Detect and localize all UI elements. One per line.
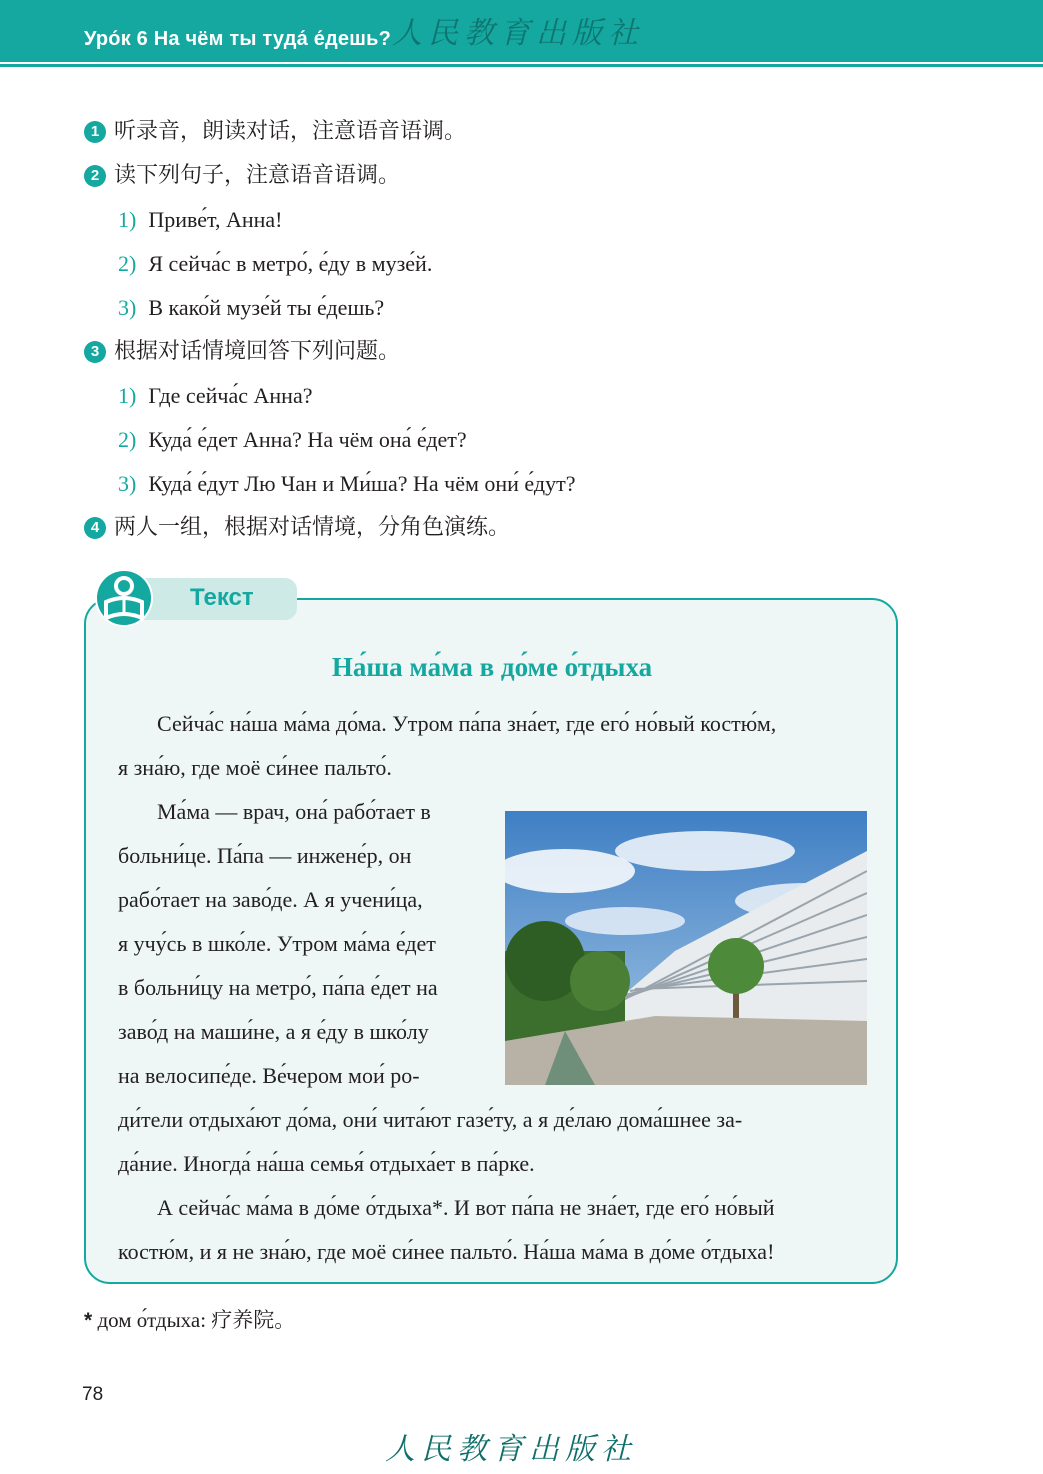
text-line: да́ние. Иногда́ на́ша семья́ отдыха́ет в па́рке. [118, 1151, 535, 1176]
lesson-title: Уро́к 6 На чём ты туда́ е́дешь? [84, 28, 392, 50]
footnote-text: дом о́тдыха: 疗养院。 [97, 1308, 296, 1332]
item-text: Куда́ е́дет Анна? На чём она́ е́дет? [148, 427, 467, 452]
item-number: 2) [118, 251, 137, 276]
publisher-watermark-footer: 人民教育出版社 [385, 1432, 637, 1467]
text-line: ди́тели отдыха́ют до́ма, они́ чита́ют газе́ту, а я де́лаю дома́шнее за- [118, 1107, 743, 1132]
item-number: 3) [118, 295, 137, 320]
publisher-watermark: 人民教育出版社 [392, 16, 644, 51]
text-line: рабо́тает на заво́де. А я учени́ца, [118, 887, 423, 912]
text-line: в больни́цу на метро́, па́па е́дет на [118, 975, 438, 1000]
list-item [118, 469, 575, 499]
text-line: больни́це. Па́па — инжене́р, он [118, 843, 412, 868]
task-3 [84, 336, 400, 366]
item-text: Куда́ е́дут Лю Чан и Ми́ша? На чём они́ е́дут? [148, 471, 576, 496]
story-title: На́ша ма́ма в до́ме о́тдыха [331, 652, 653, 682]
rest-home-photo [505, 811, 867, 1085]
footnote [84, 1305, 295, 1336]
item-text: Приве́т, Анна! [148, 207, 283, 232]
item-number: 3) [118, 471, 137, 496]
list-item [118, 381, 312, 411]
header-rule [0, 64, 1043, 67]
item-number: 2) [118, 427, 137, 452]
item-text: Я сейча́с в метро́, е́ду в музе́й. [148, 251, 433, 276]
text-line: Ма́ма — врач, она́ рабо́тает в [157, 799, 431, 824]
text-line: заво́д на маши́не, а я е́ду в шко́лу [118, 1019, 429, 1044]
list-item [118, 425, 467, 455]
task-4 [84, 512, 510, 542]
text-line: костю́м, и я не зна́ю, где моё си́нее пальто́. На́ша ма́ма в до́ме о́тдыха! [118, 1239, 775, 1264]
item-number: 1) [118, 207, 137, 232]
list-item [118, 293, 384, 323]
text-line: А сейча́с ма́ма в до́ме о́тдыха*. И вот па́па не зна́ет, где его́ но́вый [157, 1195, 775, 1220]
footnote-marker: * [84, 1309, 93, 1332]
reader-icon [94, 568, 154, 628]
task-number-badge: 3 [84, 341, 106, 363]
item-number: 1) [118, 383, 137, 408]
text-line: я учу́сь в шко́ле. Утром ма́ма е́дет [118, 931, 436, 956]
task-2 [84, 160, 400, 190]
page-number: 78 [82, 1384, 104, 1405]
item-text: В како́й музе́й ты е́дешь? [148, 295, 385, 320]
list-item [118, 205, 283, 235]
task-number-badge: 2 [84, 165, 106, 187]
task-text: 两人一组，根据对话情境，分角色演练。 [114, 514, 511, 539]
text-line: Сейча́с на́ша ма́ма до́ма. Утром па́па зна́ет, где его́ но́вый костю́м, [157, 711, 777, 736]
task-text: 读下列句子，注意语音语调。 [114, 162, 401, 187]
text-line: я зна́ю, где моё си́нее пальто́. [118, 755, 392, 780]
task-number-badge: 4 [84, 517, 106, 539]
task-text: 听录音，朗读对话，注意语音语调。 [114, 118, 467, 143]
list-item [118, 249, 432, 279]
task-text: 根据对话情境回答下列问题。 [114, 338, 401, 363]
task-1 [84, 116, 466, 146]
task-number-badge: 1 [84, 121, 106, 143]
text-tab-label: Текст [190, 584, 254, 611]
item-text: Где сейча́с Анна? [148, 383, 313, 408]
text-line: на велосипе́де. Ве́чером мои́ ро- [118, 1063, 420, 1088]
